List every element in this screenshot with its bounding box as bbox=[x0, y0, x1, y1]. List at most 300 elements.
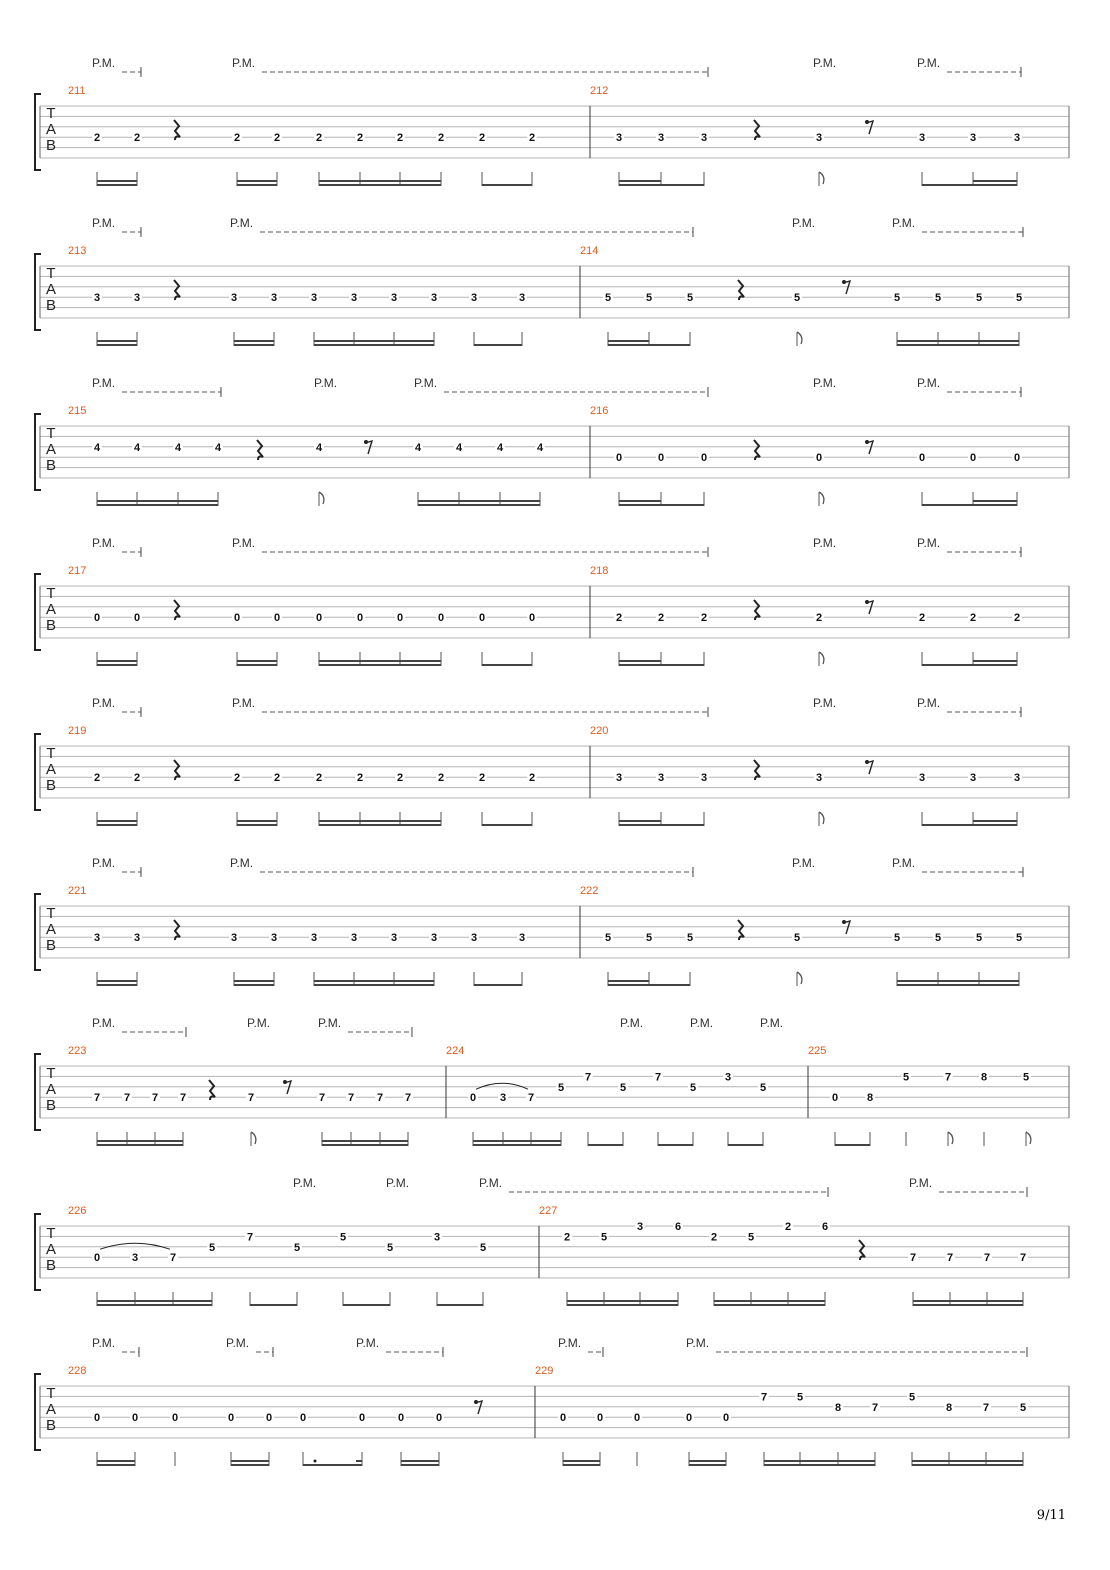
beam bbox=[237, 664, 277, 666]
palm-mute-label: P.M. bbox=[318, 1016, 342, 1030]
fret-number: 3 bbox=[131, 1252, 139, 1265]
measure-number: 214 bbox=[580, 245, 599, 257]
fret-number: 5 bbox=[793, 932, 801, 945]
measure-number: 220 bbox=[590, 725, 609, 737]
beam-secondary bbox=[973, 180, 1017, 182]
palm-mute-label: P.M. bbox=[690, 1016, 714, 1030]
fret-number: 5 bbox=[747, 1231, 755, 1244]
beam bbox=[314, 984, 434, 986]
beam bbox=[482, 184, 532, 186]
palm-mute-label: P.M. bbox=[686, 1336, 710, 1350]
slur bbox=[476, 1083, 528, 1089]
fret-number: 2 bbox=[700, 612, 708, 625]
beam-secondary bbox=[973, 500, 1017, 502]
beam-secondary bbox=[473, 1140, 561, 1142]
tab-clef-letter: B bbox=[45, 1417, 57, 1434]
fret-number: 3 bbox=[93, 932, 101, 945]
fret-number: 5 bbox=[893, 932, 901, 945]
fret-number: 7 bbox=[946, 1252, 954, 1265]
palm-mute-label: P.M. bbox=[760, 1016, 784, 1030]
beam-secondary bbox=[764, 1460, 875, 1462]
measure-number: 217 bbox=[68, 565, 87, 577]
tab-clef-letter: B bbox=[45, 777, 57, 794]
fret-number: 7 bbox=[179, 1092, 187, 1105]
beam bbox=[473, 1144, 561, 1146]
fret-number: 3 bbox=[390, 292, 398, 305]
eighth-flag bbox=[319, 492, 324, 504]
eighth-flag bbox=[819, 812, 824, 824]
beam bbox=[619, 504, 661, 506]
fret-number: 0 bbox=[615, 452, 623, 465]
tab-clef-letter: T bbox=[46, 745, 56, 762]
beam bbox=[973, 824, 1017, 826]
beam bbox=[913, 1304, 1023, 1306]
fret-number: 0 bbox=[273, 612, 281, 625]
palm-mute-label: P.M. bbox=[813, 376, 837, 390]
measure-number: 227 bbox=[539, 1205, 558, 1217]
fret-number: 5 bbox=[975, 292, 983, 305]
measure-number: 211 bbox=[68, 85, 86, 97]
palm-mute-label: P.M. bbox=[813, 536, 837, 550]
fret-number: 2 bbox=[233, 772, 241, 785]
eighth-rest bbox=[843, 281, 850, 294]
fret-number: 5 bbox=[604, 292, 612, 305]
fret-number: 5 bbox=[686, 292, 694, 305]
eighth-flag bbox=[819, 492, 824, 504]
measure-number: 222 bbox=[580, 885, 599, 897]
palm-mute-label: P.M. bbox=[620, 1016, 644, 1030]
fret-number: 5 bbox=[1022, 1071, 1030, 1084]
palm-mute-label: P.M. bbox=[232, 696, 256, 710]
beam bbox=[973, 184, 1017, 186]
fret-number: 3 bbox=[724, 1071, 732, 1084]
fret-number: 0 bbox=[131, 1412, 139, 1425]
tab-clef-letter: A bbox=[45, 121, 57, 138]
fret-number: 0 bbox=[315, 612, 323, 625]
fret-number: 0 bbox=[596, 1412, 604, 1425]
palm-mute-label: P.M. bbox=[314, 376, 338, 390]
beam bbox=[619, 664, 661, 666]
fret-number: 7 bbox=[246, 1231, 254, 1244]
beam-secondary bbox=[897, 340, 1019, 342]
fret-number: 2 bbox=[528, 132, 536, 145]
fret-number: 3 bbox=[499, 1092, 507, 1105]
fret-number: 0 bbox=[1013, 452, 1021, 465]
quarter-rest bbox=[174, 120, 180, 140]
eighth-rest bbox=[475, 1401, 482, 1414]
fret-number: 7 bbox=[944, 1071, 952, 1084]
fret-number: 2 bbox=[93, 132, 101, 145]
fret-number: 4 bbox=[414, 441, 422, 454]
fret-number: 7 bbox=[151, 1092, 159, 1105]
fret-number: 2 bbox=[969, 612, 977, 625]
eighth-rest bbox=[866, 761, 873, 774]
fret-number: 0 bbox=[815, 452, 823, 465]
beam-secondary bbox=[567, 1300, 678, 1302]
palm-mute-label: P.M. bbox=[386, 1176, 410, 1190]
palm-mute-label: P.M. bbox=[226, 1336, 250, 1350]
beam bbox=[608, 984, 649, 986]
beam-secondary bbox=[97, 340, 137, 342]
palm-mute-label: P.M. bbox=[92, 376, 116, 390]
measure-number: 224 bbox=[446, 1045, 465, 1057]
beam bbox=[97, 504, 218, 506]
fret-number: 7 bbox=[760, 1391, 768, 1404]
beam bbox=[234, 984, 274, 986]
beam bbox=[401, 1464, 439, 1466]
fret-number: 3 bbox=[310, 932, 318, 945]
tab-clef-letter: A bbox=[45, 601, 57, 618]
fret-number: 2 bbox=[615, 612, 623, 625]
beam-secondary bbox=[608, 980, 649, 982]
fret-number: 2 bbox=[784, 1221, 792, 1233]
fret-number: 5 bbox=[908, 1391, 916, 1404]
fret-number: 2 bbox=[396, 132, 404, 145]
system-9 bbox=[35, 1336, 1069, 1466]
fret-number: 0 bbox=[93, 1412, 101, 1425]
beam bbox=[319, 824, 441, 826]
fret-number: 0 bbox=[657, 452, 665, 465]
fret-number: 0 bbox=[633, 1412, 641, 1425]
beam bbox=[97, 184, 137, 186]
fret-number: 3 bbox=[700, 772, 708, 785]
fret-number: 3 bbox=[470, 292, 478, 305]
fret-number: 2 bbox=[93, 772, 101, 785]
fret-number: 2 bbox=[273, 132, 281, 145]
fret-number: 3 bbox=[918, 132, 926, 145]
beam-secondary bbox=[418, 500, 540, 502]
palm-mute-label: P.M. bbox=[247, 1016, 271, 1030]
tab-clef-letter: A bbox=[45, 921, 57, 938]
eighth-flag bbox=[948, 1132, 953, 1144]
fret-number: 7 bbox=[584, 1071, 592, 1084]
partial-beam bbox=[356, 1460, 362, 1462]
palm-mute-label: P.M. bbox=[792, 856, 816, 870]
fret-number: 5 bbox=[604, 932, 612, 945]
fret-number: 3 bbox=[93, 292, 101, 305]
beam-secondary bbox=[314, 340, 434, 342]
fret-number: 3 bbox=[918, 772, 926, 785]
rhythm-dot bbox=[314, 1460, 317, 1463]
fret-number: 0 bbox=[437, 612, 445, 625]
palm-mute-label: P.M. bbox=[414, 376, 438, 390]
fret-number: 0 bbox=[265, 1412, 273, 1425]
fret-number: 5 bbox=[619, 1081, 627, 1094]
beam-secondary bbox=[619, 180, 661, 182]
measure-number: 218 bbox=[590, 565, 609, 577]
tab-clef-letter: A bbox=[45, 1241, 57, 1258]
fret-number: 7 bbox=[318, 1092, 326, 1105]
beam bbox=[689, 1464, 726, 1466]
quarter-rest bbox=[174, 280, 180, 300]
measure-number: 215 bbox=[68, 405, 87, 417]
beam bbox=[231, 1464, 269, 1466]
beam bbox=[608, 344, 649, 346]
system-8 bbox=[35, 1176, 1069, 1306]
tab-clef-letter: B bbox=[45, 137, 57, 154]
palm-mute-label: P.M. bbox=[232, 56, 256, 70]
quarter-rest bbox=[209, 1080, 215, 1100]
beam bbox=[658, 1144, 693, 1146]
fret-number: 5 bbox=[1015, 292, 1023, 305]
beam bbox=[619, 184, 661, 186]
fret-number: 4 bbox=[315, 441, 323, 454]
beam-secondary bbox=[714, 1300, 825, 1302]
fret-number: 2 bbox=[478, 132, 486, 145]
tab-clef-letter: T bbox=[46, 425, 56, 442]
beam bbox=[897, 344, 1019, 346]
fret-number: 5 bbox=[793, 292, 801, 305]
eighth-flag bbox=[1026, 1132, 1031, 1144]
beam bbox=[437, 1304, 483, 1306]
fret-number: 0 bbox=[93, 612, 101, 625]
fret-number: 7 bbox=[123, 1092, 131, 1105]
beam bbox=[897, 984, 1019, 986]
fret-number: 0 bbox=[233, 612, 241, 625]
fret-number: 3 bbox=[430, 292, 438, 305]
fret-number: 3 bbox=[133, 932, 141, 945]
palm-mute-label: P.M. bbox=[892, 856, 916, 870]
fret-number: 3 bbox=[1013, 772, 1021, 785]
fret-number: 3 bbox=[518, 932, 526, 945]
beam bbox=[97, 1144, 183, 1146]
quarter-rest bbox=[754, 440, 760, 460]
palm-mute-label: P.M. bbox=[479, 1176, 503, 1190]
quarter-rest bbox=[754, 600, 760, 620]
fret-number: 3 bbox=[350, 932, 358, 945]
palm-mute-label: P.M. bbox=[92, 56, 116, 70]
palm-mute-label: P.M. bbox=[230, 856, 254, 870]
eighth-rest bbox=[866, 121, 873, 134]
beam bbox=[319, 664, 441, 666]
fret-number: 3 bbox=[310, 292, 318, 305]
tab-clef-letter: A bbox=[45, 761, 57, 778]
quarter-rest bbox=[738, 280, 744, 300]
fret-number: 4 bbox=[174, 441, 182, 454]
eighth-flag bbox=[797, 332, 802, 344]
fret-number: 6 bbox=[674, 1221, 682, 1233]
palm-mute-label: P.M. bbox=[92, 216, 116, 230]
palm-mute-label: P.M. bbox=[92, 856, 116, 870]
fret-number: 3 bbox=[815, 772, 823, 785]
fret-number: 8 bbox=[834, 1401, 842, 1414]
fret-number: 3 bbox=[350, 292, 358, 305]
fret-number: 2 bbox=[563, 1231, 571, 1244]
fret-number: 5 bbox=[645, 932, 653, 945]
system-4 bbox=[35, 536, 1069, 666]
fret-number: 3 bbox=[615, 772, 623, 785]
fret-number: 2 bbox=[396, 772, 404, 785]
fret-number: 5 bbox=[386, 1241, 394, 1254]
fret-number: 0 bbox=[969, 452, 977, 465]
palm-mute-label: P.M. bbox=[813, 696, 837, 710]
palm-mute-label: P.M. bbox=[917, 536, 941, 550]
eighth-flag bbox=[797, 972, 802, 984]
beam-secondary bbox=[897, 980, 1019, 982]
fret-number: 7 bbox=[1019, 1252, 1027, 1265]
beam bbox=[97, 1464, 135, 1466]
measure-number: 212 bbox=[590, 85, 609, 97]
fret-number: 2 bbox=[437, 132, 445, 145]
palm-mute-label: P.M. bbox=[917, 696, 941, 710]
fret-number: 0 bbox=[227, 1412, 235, 1425]
beam-secondary bbox=[97, 1460, 135, 1462]
palm-mute-label: P.M. bbox=[813, 56, 837, 70]
measure-number: 229 bbox=[535, 1365, 554, 1377]
eighth-rest bbox=[365, 441, 372, 454]
fret-number: 3 bbox=[270, 292, 278, 305]
fret-number: 0 bbox=[918, 452, 926, 465]
eighth-rest bbox=[284, 1081, 291, 1094]
beam bbox=[588, 1144, 623, 1146]
tab-clef-letter: T bbox=[46, 585, 56, 602]
fret-number: 3 bbox=[969, 132, 977, 145]
tab-clef-letter: A bbox=[45, 1401, 57, 1418]
fret-number: 4 bbox=[214, 441, 222, 454]
fret-number: 2 bbox=[1013, 612, 1021, 625]
beam-secondary bbox=[913, 1300, 1023, 1302]
beam-secondary bbox=[97, 820, 137, 822]
fret-number: 5 bbox=[208, 1241, 216, 1254]
fret-number: 5 bbox=[339, 1231, 347, 1244]
fret-number: 2 bbox=[528, 772, 536, 785]
fret-number: 5 bbox=[902, 1071, 910, 1084]
beam-secondary bbox=[401, 1460, 439, 1462]
beam bbox=[482, 664, 532, 666]
eighth-rest bbox=[866, 601, 873, 614]
beam bbox=[973, 504, 1017, 506]
tab-clef-letter: B bbox=[45, 457, 57, 474]
beam bbox=[912, 1464, 1023, 1466]
fret-number: 2 bbox=[918, 612, 926, 625]
fret-number: 0 bbox=[171, 1412, 179, 1425]
fret-number: 7 bbox=[347, 1092, 355, 1105]
fret-number: 3 bbox=[657, 132, 665, 145]
measure-number: 213 bbox=[68, 245, 87, 257]
beam-secondary bbox=[234, 340, 274, 342]
system-7 bbox=[35, 1016, 1069, 1146]
fret-number: 2 bbox=[233, 132, 241, 145]
fret-number: 0 bbox=[299, 1412, 307, 1425]
beam bbox=[97, 984, 137, 986]
eighth-rest bbox=[866, 441, 873, 454]
beam-secondary bbox=[237, 820, 277, 822]
beam bbox=[728, 1144, 763, 1146]
fret-number: 2 bbox=[710, 1231, 718, 1244]
beam bbox=[474, 984, 522, 986]
fret-number: 5 bbox=[645, 292, 653, 305]
tab-clef-letter: A bbox=[45, 1081, 57, 1098]
fret-number: 0 bbox=[358, 1412, 366, 1425]
beam bbox=[835, 1144, 870, 1146]
fret-number: 5 bbox=[686, 932, 694, 945]
beam-secondary bbox=[237, 180, 277, 182]
system-1 bbox=[35, 56, 1069, 186]
tab-clef-letter: T bbox=[46, 105, 56, 122]
fret-number: 3 bbox=[230, 292, 238, 305]
tab-clef-letter: T bbox=[46, 1225, 56, 1242]
beam bbox=[474, 344, 522, 346]
fret-number: 0 bbox=[722, 1412, 730, 1425]
fret-number: 5 bbox=[479, 1241, 487, 1254]
fret-number: 0 bbox=[478, 612, 486, 625]
fret-number: 4 bbox=[455, 441, 463, 454]
fret-number: 5 bbox=[893, 292, 901, 305]
beam bbox=[714, 1304, 825, 1306]
beam-secondary bbox=[319, 660, 441, 662]
fret-number: 7 bbox=[247, 1092, 255, 1105]
measure-number: 221 bbox=[68, 885, 87, 897]
fret-number: 0 bbox=[700, 452, 708, 465]
fret-number: 0 bbox=[685, 1412, 693, 1425]
fret-number: 3 bbox=[433, 1231, 441, 1244]
fret-number: 5 bbox=[1015, 932, 1023, 945]
fret-number: 3 bbox=[1013, 132, 1021, 145]
palm-mute-label: P.M. bbox=[92, 696, 116, 710]
fret-number: 0 bbox=[396, 612, 404, 625]
fret-number: 4 bbox=[496, 441, 504, 454]
palm-mute-label: P.M. bbox=[917, 376, 941, 390]
slur bbox=[100, 1243, 170, 1249]
measure-number: 223 bbox=[68, 1045, 87, 1057]
beam-secondary bbox=[973, 660, 1017, 662]
fret-number: 5 bbox=[293, 1241, 301, 1254]
beam bbox=[314, 344, 434, 346]
beam bbox=[237, 824, 277, 826]
fret-number: 7 bbox=[527, 1092, 535, 1105]
fret-number: 7 bbox=[983, 1252, 991, 1265]
system-6 bbox=[35, 856, 1069, 986]
tab-clef-letter: A bbox=[45, 441, 57, 458]
tab-clef-letter: T bbox=[46, 1065, 56, 1082]
palm-mute-label: P.M. bbox=[356, 1336, 380, 1350]
beam-secondary bbox=[314, 980, 434, 982]
beam bbox=[250, 1304, 297, 1306]
beam bbox=[567, 1304, 678, 1306]
fret-number: 2 bbox=[315, 772, 323, 785]
fret-number: 0 bbox=[559, 1412, 567, 1425]
fret-number: 8 bbox=[945, 1401, 953, 1414]
fret-number: 2 bbox=[273, 772, 281, 785]
palm-mute-label: P.M. bbox=[92, 1016, 116, 1030]
fret-number: 7 bbox=[982, 1401, 990, 1414]
fret-number: 3 bbox=[700, 132, 708, 145]
eighth-flag bbox=[251, 1132, 256, 1144]
fret-number: 0 bbox=[469, 1092, 477, 1105]
fret-number: 4 bbox=[93, 441, 101, 454]
fret-number: 3 bbox=[657, 772, 665, 785]
system-3 bbox=[35, 376, 1069, 506]
beam bbox=[237, 184, 277, 186]
fret-number: 3 bbox=[430, 932, 438, 945]
beam bbox=[418, 504, 540, 506]
beam bbox=[303, 1464, 362, 1466]
beam-secondary bbox=[689, 1460, 726, 1462]
fret-number: 3 bbox=[470, 932, 478, 945]
fret-number: 0 bbox=[528, 612, 536, 625]
measure-number: 228 bbox=[68, 1365, 87, 1377]
beam-secondary bbox=[97, 980, 137, 982]
fret-number: 2 bbox=[478, 772, 486, 785]
quarter-rest bbox=[754, 760, 760, 780]
eighth-flag bbox=[819, 172, 824, 184]
fret-number: 0 bbox=[133, 612, 141, 625]
fret-number: 3 bbox=[815, 132, 823, 145]
fret-number: 5 bbox=[934, 932, 942, 945]
measure-number: 216 bbox=[590, 405, 609, 417]
measure-number: 226 bbox=[68, 1205, 87, 1217]
beam-secondary bbox=[319, 820, 441, 822]
